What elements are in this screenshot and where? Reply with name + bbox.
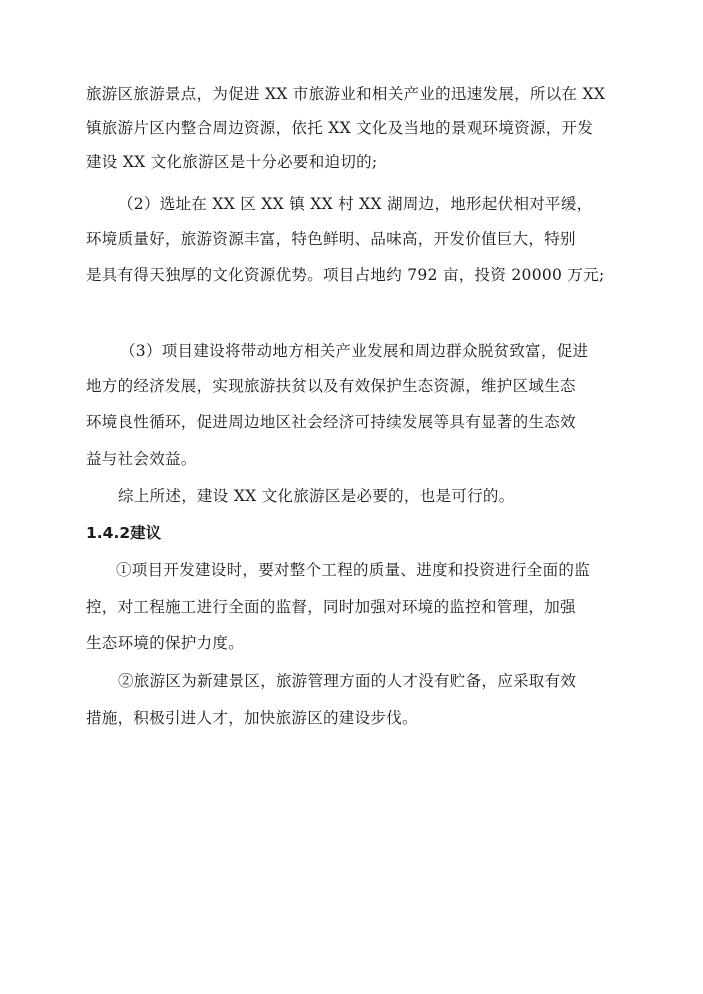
- paragraph-3-line-4: 益与社会效益。: [86, 450, 197, 468]
- suggestion-1-line-1: ①项目开发建设时，要对整个工程的质量、进度和投资进行全面的监: [116, 561, 591, 579]
- suggestion-2-line-1: ②旅游区为新建景区，旅游管理方面的人才没有贮备，应采取有效: [118, 672, 577, 690]
- paragraph-3-line-2: 地方的经济发展，实现旅游扶贫以及有效保护生态资源，维护区域生态: [86, 377, 576, 395]
- paragraph-1-line-2: 镇旅游片区内整合周边资源，依托 XX 文化及当地的景观环境资源，开发: [86, 119, 594, 137]
- suggestion-2-line-2: 措施，积极引进人才，加快旅游区的建设步伐。: [86, 709, 418, 727]
- section-heading: 1.4.2建议: [86, 524, 162, 542]
- paragraph-2-line-2: 环境质量好，旅游资源丰富，特色鲜明、品味高，开发价值巨大，特别: [86, 230, 576, 248]
- suggestion-1-line-3: 生态环境的保护力度。: [86, 634, 245, 652]
- paragraph-2-line-1: （2）选址在 XX 区 XX 镇 XX 村 XX 湖周边，地形起伏相对平缓，: [118, 195, 593, 213]
- suggestion-1-line-2: 控，对工程施工进行全面的监督，同时加强对环境的监控和管理，加强: [86, 598, 576, 616]
- paragraph-3-line-1: （3）项目建设将带动地方相关产业发展和周边群众脱贫致富，促进: [120, 342, 589, 360]
- paragraph-1-line-1: 旅游区旅游景点，为促进 XX 市旅游业和相关产业的迅速发展，所以在 XX: [86, 85, 606, 103]
- paragraph-2-line-3: 是具有得天独厚的文化资源优势。项目占地约 792 亩，投资 20000 万元;: [86, 266, 605, 284]
- paragraph-4-line-1: 综上所述，建设 XX 文化旅游区是必要的，也是可行的。: [118, 487, 515, 505]
- paragraph-1-line-3: 建设 XX 文化旅游区是十分必要和迫切的;: [86, 153, 378, 171]
- paragraph-3-line-3: 环境良性循环，促进周边地区社会经济可持续发展等具有显著的生态效: [86, 413, 576, 431]
